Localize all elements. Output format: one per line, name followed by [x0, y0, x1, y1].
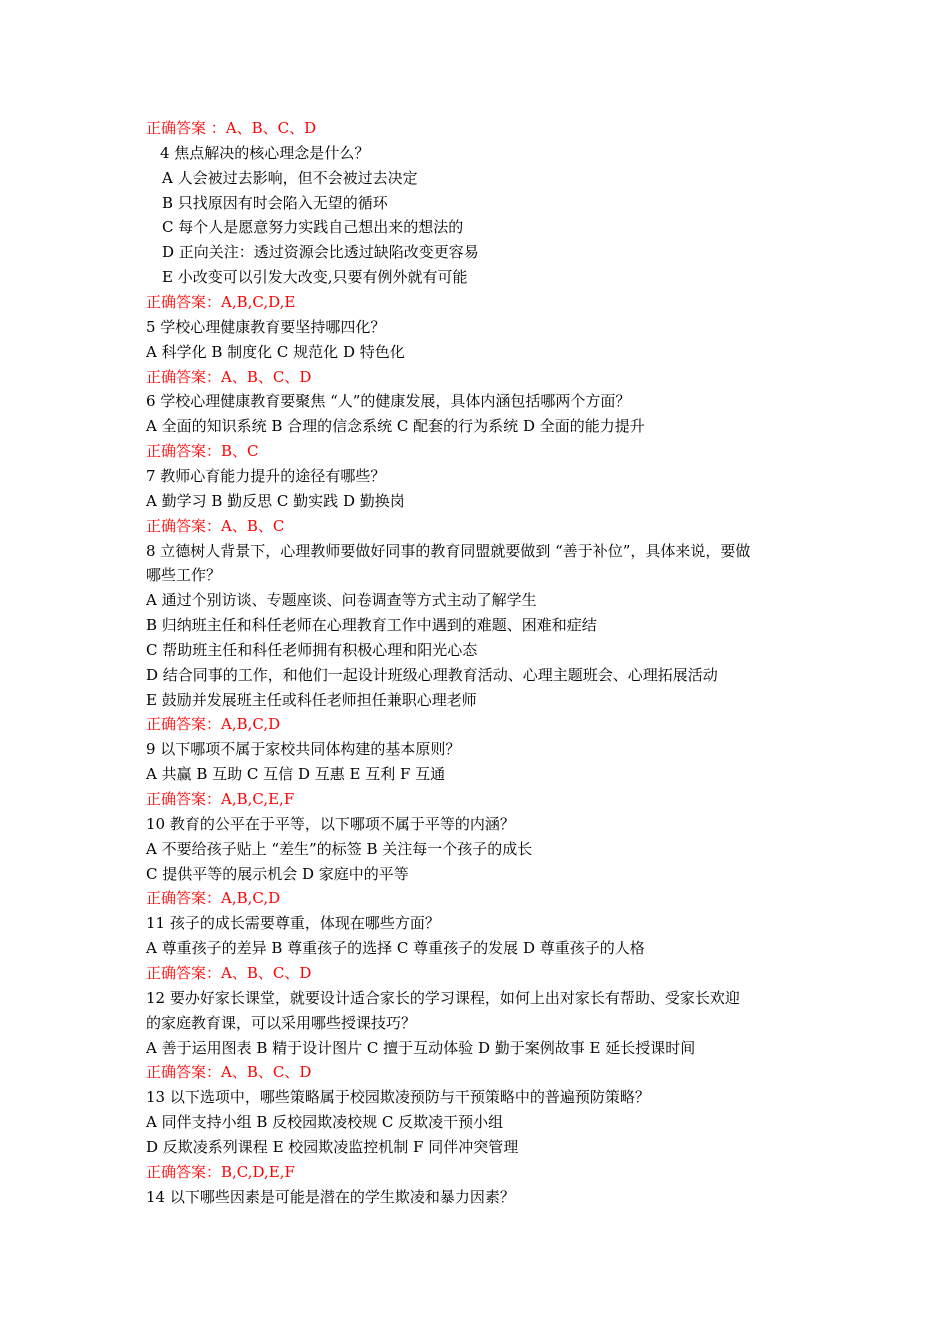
text-line: 14 以下哪些因素是可能是潜在的学生欺凌和暴力因素？	[146, 1187, 515, 1206]
answer-line: 正确答案：A,B,C,D	[146, 715, 281, 734]
text-line: A 勤学习 B 勤反思 C 勤实践 D 勤换岗	[146, 491, 405, 510]
answer-line: 正确答案：A,B,C,D	[146, 889, 281, 908]
answer-line: 正确答案：A、B、C	[146, 516, 285, 535]
text-line: 8 立德树人背景下，心理教师要做好同事的教育同盟就要做到 “善于补位”，具体来说，要做	[146, 541, 751, 560]
text-line: 哪些工作？	[146, 566, 222, 585]
text-line: D 结合同事的工作，和他们一起设计班级心理教育活动、心理主题班会、心理拓展活动	[146, 665, 718, 684]
text-line: A 通过个别访谈、专题座谈、问卷调查等方式主动了解学生	[146, 591, 537, 610]
text-line: E 鼓励并发展班主任或科任老师担任兼职心理老师	[146, 690, 477, 709]
text-line: 13 以下选项中，哪些策略属于校园欺凌预防与干预策略中的普遍预防策略？	[146, 1088, 650, 1107]
text-line: A 科学化 B 制度化 C 规范化 D 特色化	[146, 342, 405, 361]
text-line: A 共赢 B 互助 C 互信 D 互惠 E 互利 F 互通	[146, 765, 446, 784]
text-line: A 全面的知识系统 B 合理的信念系统 C 配套的行为系统 D 全面的能力提升	[146, 417, 645, 436]
answer-line: 正确答案：B、C	[146, 442, 259, 461]
answer-line: 正确答案 ：A、B、C、D	[146, 119, 317, 137]
text-line: 10 教育的公平在于平等，以下哪项不属于平等的内涵？	[146, 814, 515, 833]
text-line: A 人会被过去影响，但不会被过去决定	[162, 168, 418, 187]
text-line: 7 教师心育能力提升的途径有哪些？	[146, 466, 386, 485]
text-line: 4 焦点解决的核心理念是什么？	[160, 143, 370, 162]
text-line: A 尊重孩子的差异 B 尊重孩子的选择 C 尊重孩子的发展 D 尊重孩子的人格	[146, 939, 645, 958]
text-line: A 不要给孩子贴上 “差生”的标签 B 关注每一个孩子的成长	[146, 839, 533, 858]
answer-line: 正确答案：A、B、C、D	[146, 367, 312, 386]
text-line: A 同伴支持小组 B 反校园欺凌校规 C 反欺凌干预小组	[146, 1113, 504, 1131]
text-line: 5 学校心理健康教育要坚持哪四化？	[146, 317, 386, 336]
answer-line: 正确答案：A,B,C,E,F	[146, 790, 295, 808]
text-line: 9 以下哪项不属于家校共同体构建的基本原则？	[146, 740, 461, 759]
text-line: D 正向关注：透过资源会比透过缺陷改变更容易	[162, 243, 479, 262]
text-line: 11 孩子的成长需要尊重，体现在哪些方面？	[146, 914, 440, 933]
text-line: E 小改变可以引发大改变,只要有例外就有可能	[162, 268, 468, 287]
text-line: 12 要办好家长课堂，就要设计适合家长的学习课程，如何上出对家长有帮助、受家长欢迎	[146, 988, 740, 1007]
text-line: C 每个人是愿意努力实践自己想出来的想法的	[162, 218, 464, 237]
text-line: C 帮助班主任和科任老师拥有积极心理和阳光心态	[146, 640, 478, 659]
answer-line: 正确答案：B,C,D,E,F	[146, 1162, 295, 1181]
text-line: B 归纳班主任和科任老师在心理教育工作中遇到的难题、困难和症结	[146, 616, 597, 634]
answer-line: 正确答案：A,B,C,D,E	[146, 293, 296, 311]
text-line: 6 学校心理健康教育要聚焦 “人”的健康发展，具体内涵包括哪两个方面？	[146, 392, 631, 411]
answer-line: 正确答案：A、B、C、D	[146, 963, 312, 982]
text-line: A 善于运用图表 B 精于设计图片 C 擅于互动体验 D 勤于案例故事 E 延长授课时间	[146, 1038, 696, 1057]
text-line: C 提供平等的展示机会 D 家庭中的平等	[146, 864, 409, 883]
text-line: 的家庭教育课，可以采用哪些授课技巧？	[146, 1013, 417, 1032]
text-line: D 反欺凌系列课程 E 校园欺凌监控机制 F 同伴冲突管理	[146, 1137, 519, 1156]
text-line: B 只找原因有时会陷入无望的循环	[162, 193, 388, 212]
answer-line: 正确答案：A、B、C、D	[146, 1063, 312, 1082]
